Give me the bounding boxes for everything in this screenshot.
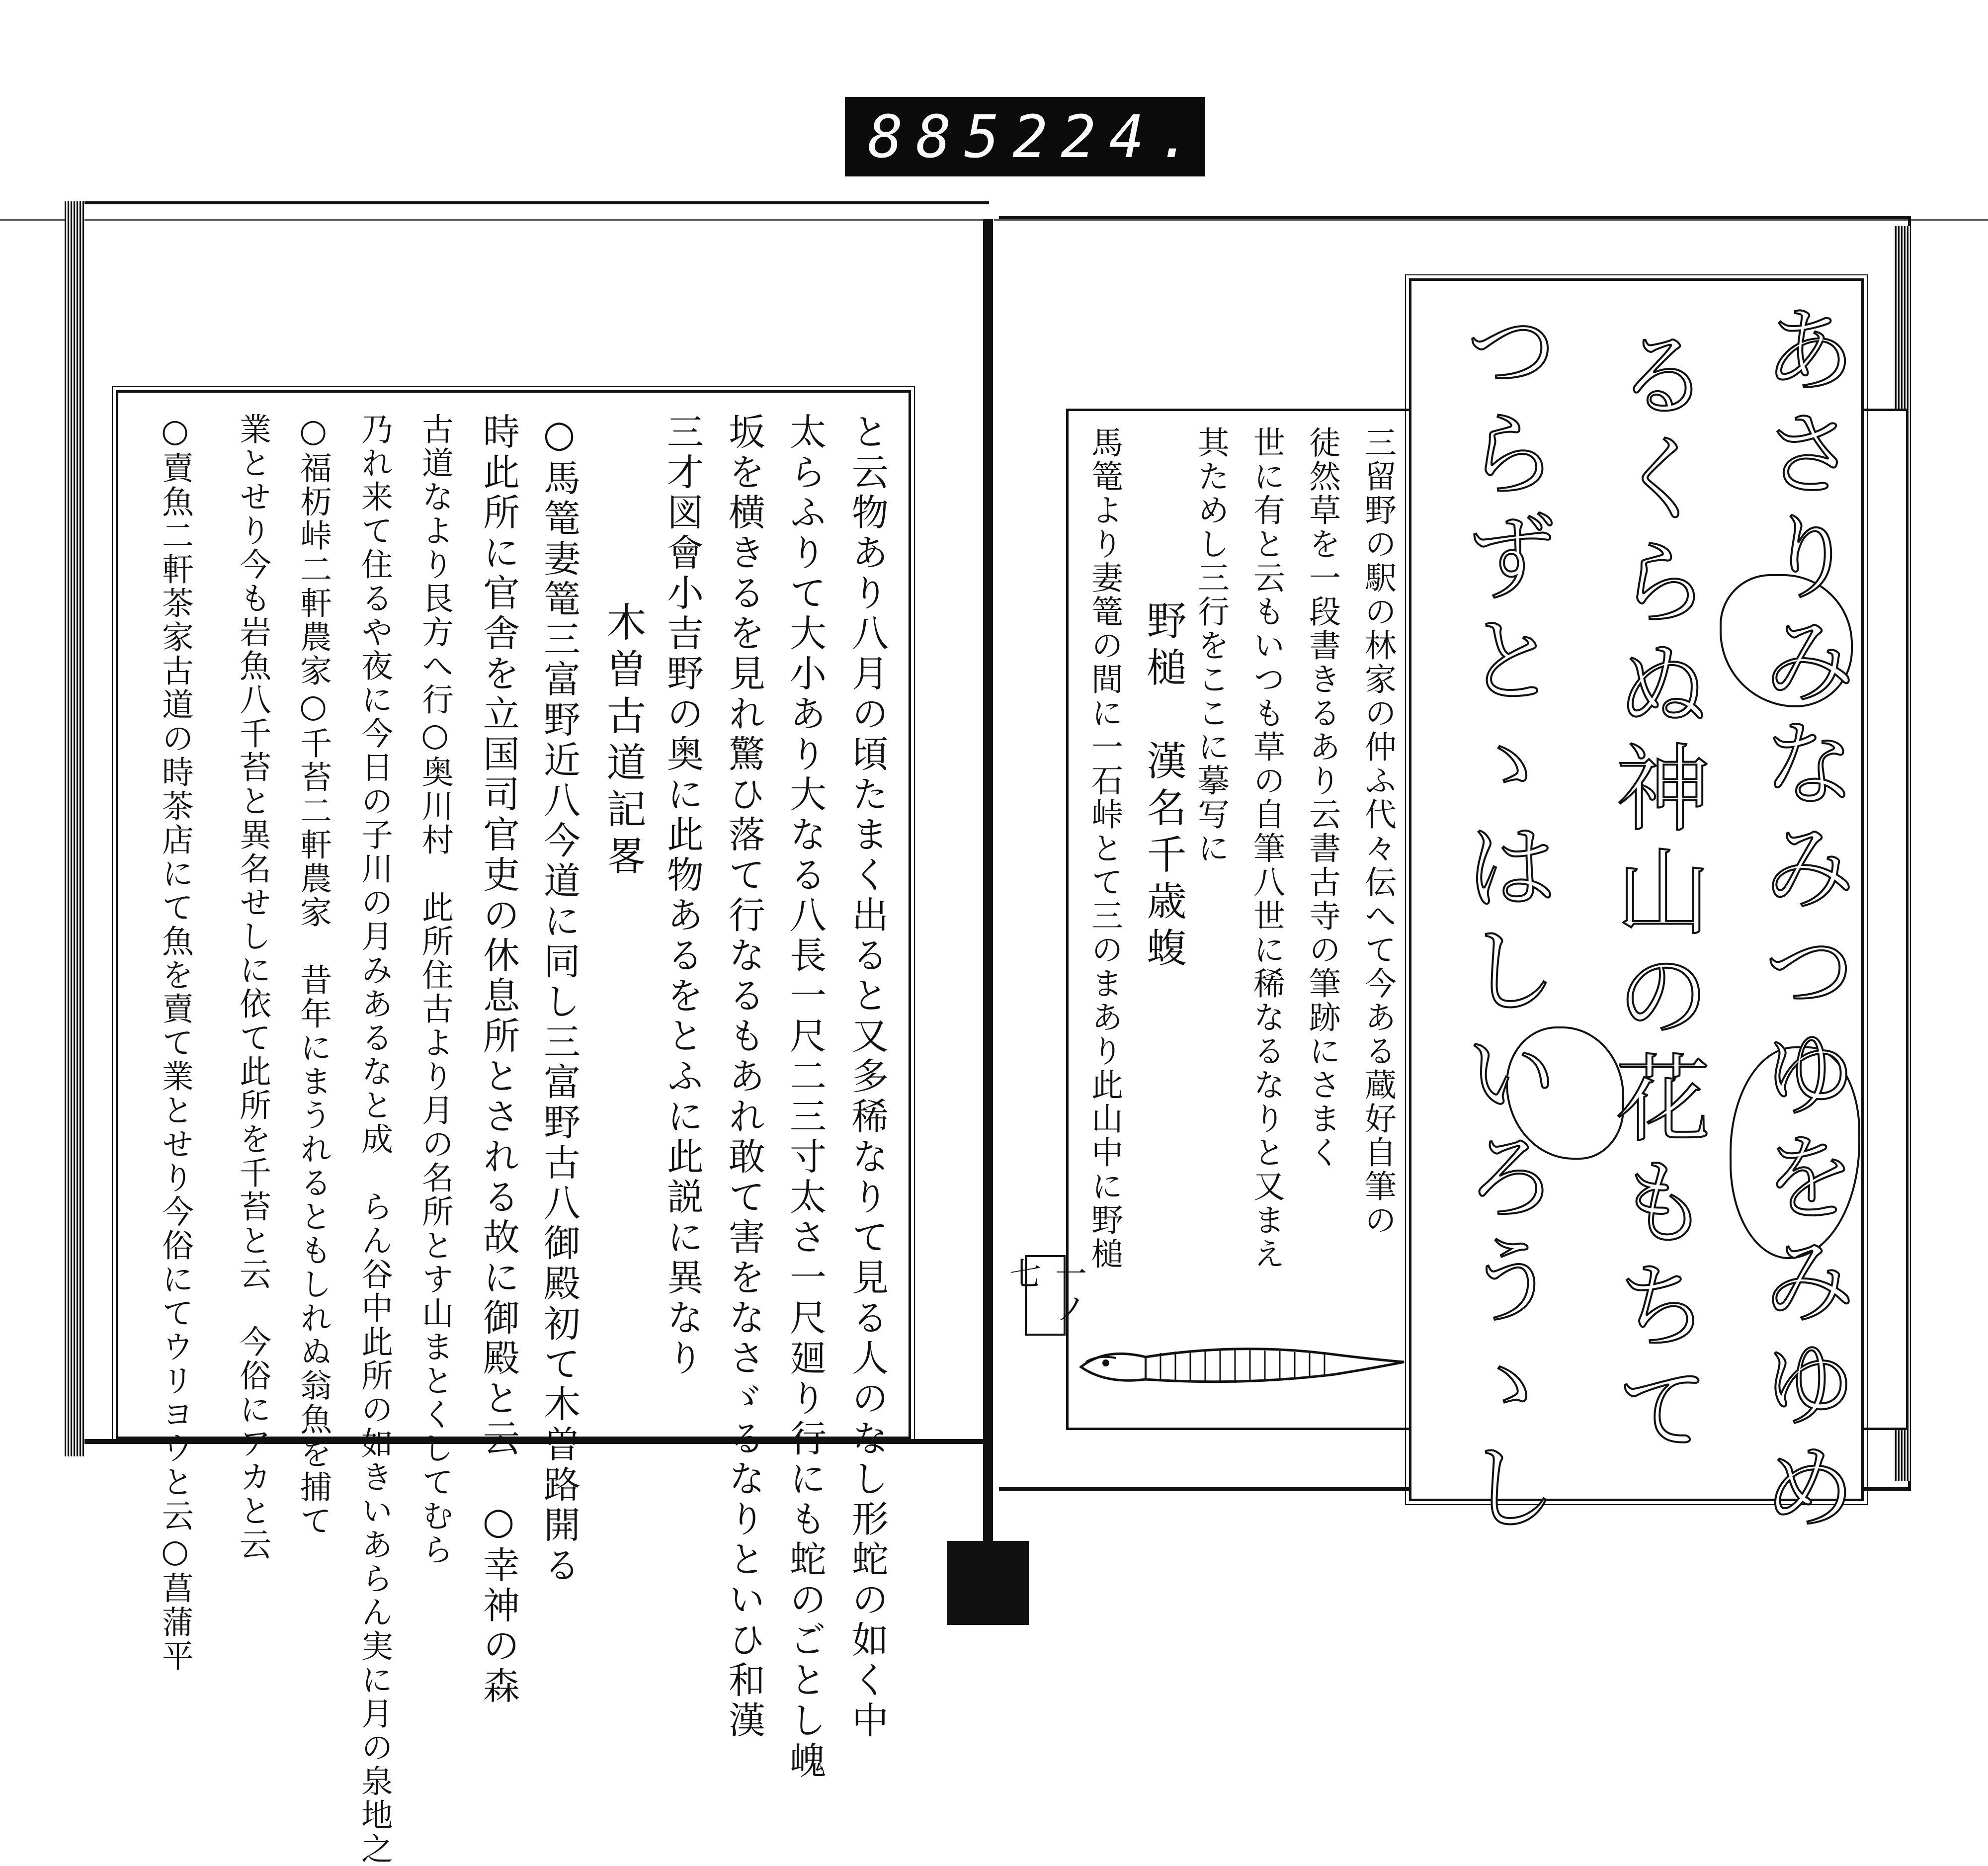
right-text-column: 其ためし三行をここに摹写に bbox=[1192, 426, 1229, 865]
calligraphy-scroll bbox=[1409, 278, 1864, 1541]
notsuchi-illustration bbox=[1076, 1327, 1409, 1402]
entry-heading-notsuchi: 野槌 漢名千歳蝮 bbox=[1140, 600, 1186, 974]
section-title: 木曽古道記畧 bbox=[600, 601, 646, 882]
page-number: 七 bbox=[1025, 1255, 1066, 1336]
right-text-column: 馬篭より妻篭の間に一石峠とて三のまあり此山中に野槌 bbox=[1086, 426, 1123, 1271]
waka-line: あさりみなみつゆをみゆめ bbox=[1747, 301, 1857, 1541]
right-text-column: 三留野の駅の林家の仲ふ代々伝へて今ある蔵好自筆の bbox=[1359, 426, 1396, 1237]
left-page-edge bbox=[65, 201, 84, 1456]
left-text-column: 時此所に官舎を立国司官吏の休息所とされる故に御殿と云 ○幸神の森 bbox=[477, 413, 520, 1707]
right-text-column: 徒然草を一段書きるあり云書古寺の筆跡にさまく bbox=[1304, 426, 1340, 1170]
catalog-number-right: 224. bbox=[1012, 102, 1206, 171]
left-text-panel bbox=[116, 390, 911, 1866]
left-text-column: ○福杤峠二軒農家○千苔二軒農家 昔年にまうれるともしれぬ翁魚を捕て bbox=[295, 413, 331, 1538]
book-spine bbox=[983, 219, 993, 1543]
left-text-column: 業とせり今も岩魚八千苔と異名せしに依て此所を千苔と云 今俗にアカと云 bbox=[234, 413, 271, 1562]
catalog-number-plate bbox=[845, 97, 1205, 176]
left-text-column: ○賣魚二軒茶家古道の時茶店にて魚を賣て業とせり今俗にてウリヨウと云○菖蒲平 bbox=[157, 413, 193, 1673]
left-text-column: 三才図會小吉野の奥に此物あるをとふに此説に異なり bbox=[661, 413, 704, 1379]
spine-clip bbox=[947, 1541, 1029, 1625]
waka-line: つらずとゝはしいろうゝし bbox=[1449, 301, 1559, 1541]
left-text-column: 乃れ来て住るや夜に今日の子川の月みあるなと成 らん谷中此所の如きいあらん実に月の泉地之 bbox=[356, 413, 393, 1866]
left-text-column: と云物あり八月の頃たまく出ると又多稀なりて見る人のなし形蛇の如く中 bbox=[846, 413, 889, 1741]
left-text-column: 古道なより艮方へ行○奥川村 此所住古より月の名所とす山まとくしてむら bbox=[416, 413, 453, 1567]
left-text-column: 太らふりて大小あり大なる八長一尺二三寸太さ一尺廻り行にも蛇のごとし㟴 bbox=[784, 413, 827, 1781]
catalog-number-left: 885 bbox=[868, 102, 1013, 171]
left-text-column: ○馬篭妻篭三富野近八今道に同し三富野古八御殿初て木曽路開る bbox=[538, 413, 580, 1586]
left-text-column: 坂を横きるを見れ驚ひ落て行なるもあれ敢て害をなさゞるなりといひ和漢 bbox=[723, 413, 765, 1741]
right-text-column: 世に有と云もいつも草の自筆八世に稀なるなりと又まえ bbox=[1248, 426, 1285, 1271]
waka-line: るくらぬ神山の花もちて bbox=[1600, 326, 1710, 1463]
